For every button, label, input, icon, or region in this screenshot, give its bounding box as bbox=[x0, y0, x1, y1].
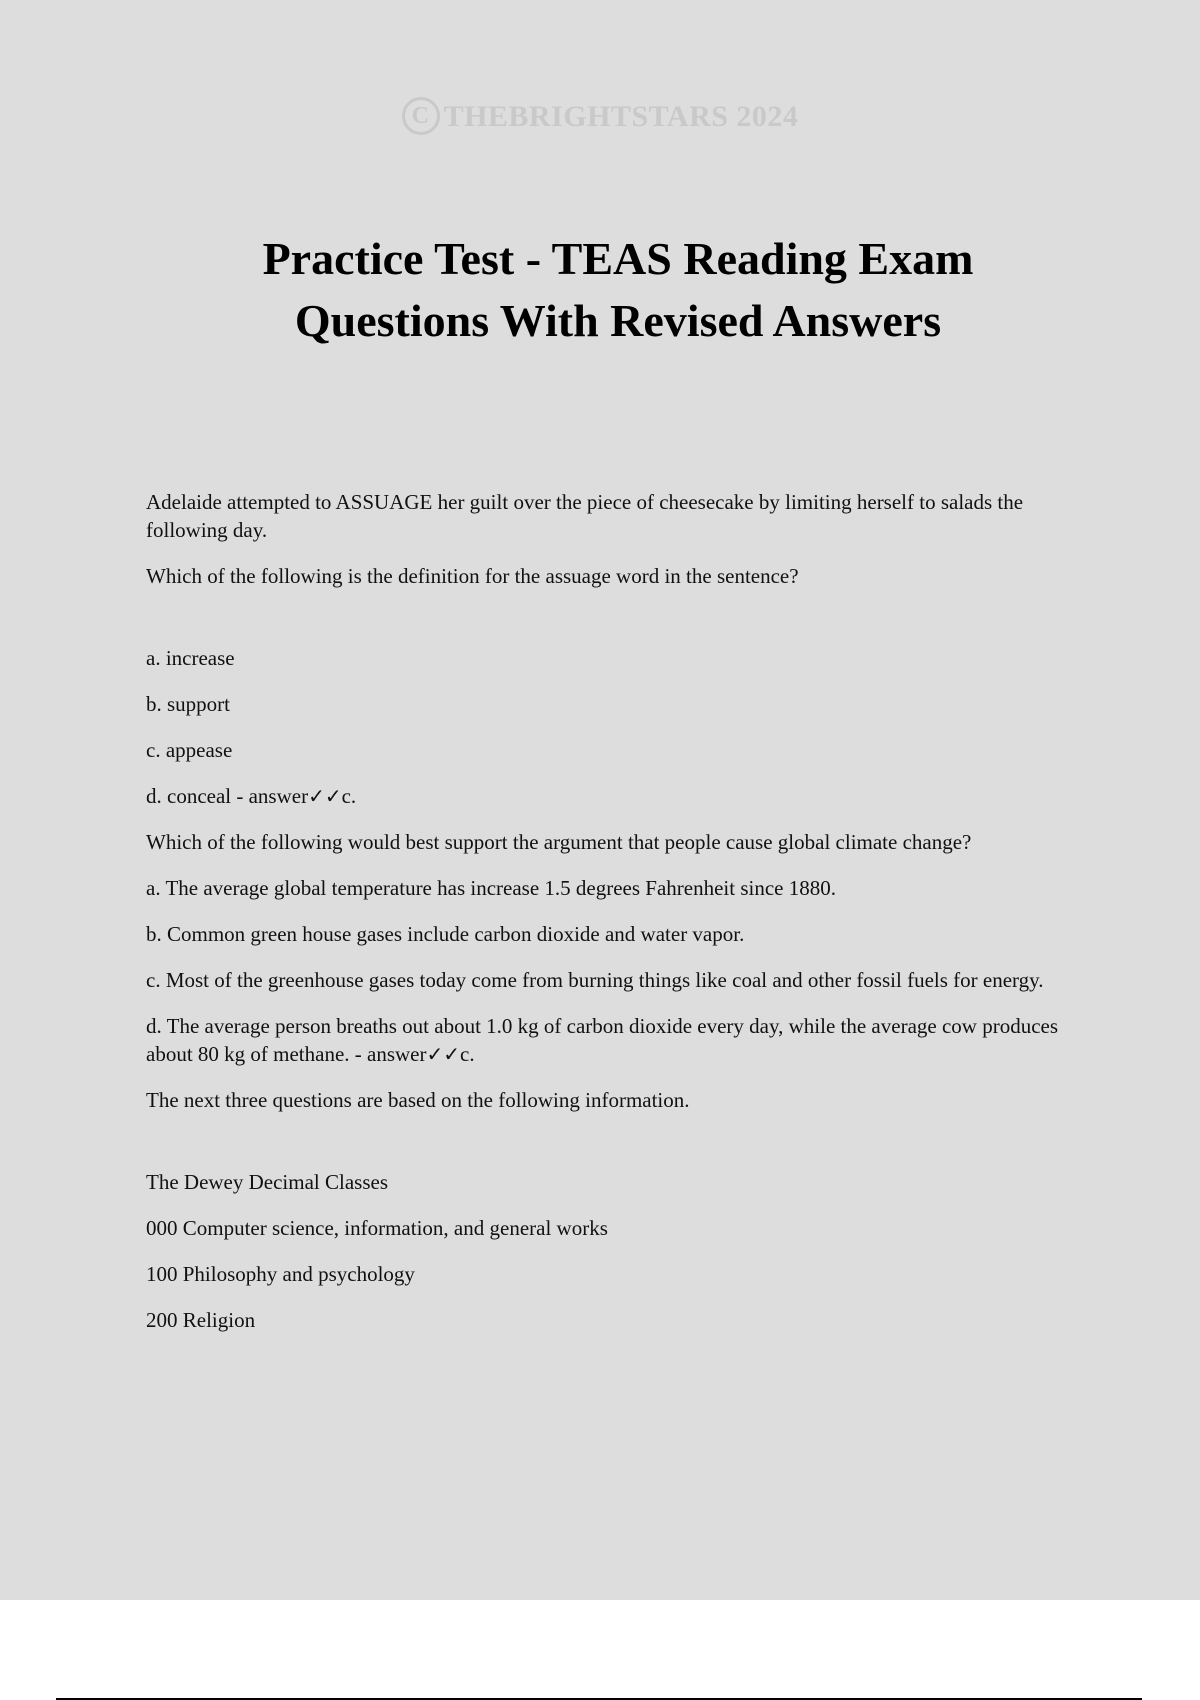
copyright-icon: C bbox=[402, 97, 440, 135]
document-title bbox=[0, 228, 1200, 352]
spacer bbox=[146, 1132, 1076, 1168]
spacer bbox=[146, 608, 1076, 644]
q2-prompt: Which of the following would best support the argument that people cause global climate change? bbox=[146, 830, 972, 854]
q2-option-c: c. Most of the greenhouse gases today come from burning things like coal and other fossil fuels for energy. bbox=[146, 968, 1044, 992]
intro-text: The next three questions are based on the following information. bbox=[146, 1088, 690, 1112]
dewey-item: 200 Religion bbox=[146, 1308, 256, 1332]
double-check-icon: ✓✓ bbox=[426, 1042, 461, 1066]
q1-option-d bbox=[146, 782, 1076, 810]
q1-answer: c. bbox=[341, 784, 357, 808]
title-line-1: Practice Test - TEAS Reading Exam bbox=[262, 233, 974, 284]
dewey-item: 100 Philosophy and psychology bbox=[146, 1262, 415, 1286]
q2-option-d-text: d. The average person breaths out about 1.0 kg of carbon dioxide every day, while the average cow produces about 80 kg of methane. - answer bbox=[146, 1014, 1059, 1066]
q1-prompt: Which of the following is the definition for the assuage word in the sentence? bbox=[146, 564, 799, 588]
q1-option-b: b. support bbox=[146, 692, 230, 716]
double-check-icon: ✓✓ bbox=[308, 784, 342, 808]
watermark bbox=[0, 100, 1200, 138]
q2-option-d bbox=[146, 1012, 1076, 1068]
q2-option-a: a. The average global temperature has increase 1.5 degrees Fahrenheit since 1880. bbox=[146, 876, 836, 900]
title-line-2: Questions With Revised Answers bbox=[294, 295, 942, 346]
q1-passage: Adelaide attempted to ASSUAGE her guilt over the piece of cheesecake by limiting herself to salads the following day. bbox=[146, 490, 1024, 542]
q2-answer: c. bbox=[460, 1042, 475, 1066]
q1-option-a: a. increase bbox=[146, 646, 235, 670]
watermark-text: THEBRIGHTSTARS 2024 bbox=[443, 100, 799, 133]
dewey-item: 000 Computer science, information, and general works bbox=[146, 1216, 608, 1240]
document-body bbox=[146, 488, 1076, 1352]
q2-option-b: b. Common green house gases include carbon dioxide and water vapor. bbox=[146, 922, 745, 946]
q1-option-c: c. appease bbox=[146, 738, 233, 762]
dewey-heading: The Dewey Decimal Classes bbox=[146, 1170, 389, 1194]
q1-option-d-text: d. conceal - answer bbox=[146, 784, 309, 808]
